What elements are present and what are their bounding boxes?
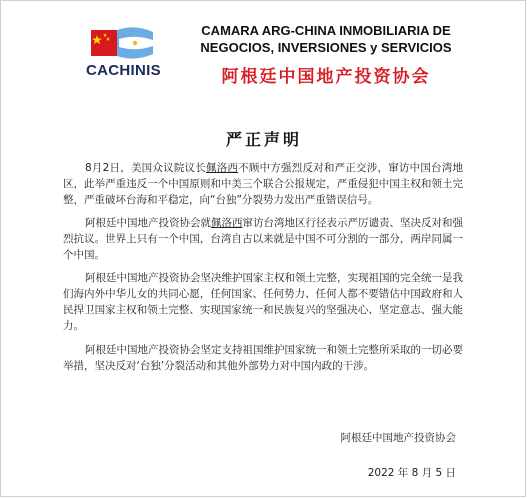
paragraph-3 [63,270,463,334]
paragraph-2-after: 窜访台湾地区行径表示严厉谴责、坚决反对和强烈抗议。世界上只有一个中国，台湾自古以来就是中国不可分割的一部分，两岸同属一个中国。 [63,217,463,261]
logo-flags-icon [91,26,153,60]
paragraph-1-before: 8月2日，美国众议院议长 [85,162,206,174]
logo-text: CACHINIS [86,62,161,79]
org-name-spanish-line2: NEGOCIOS, INVERSIONES y SERVICIOS [200,40,452,55]
paragraph-4 [63,342,463,374]
paragraph-2 [63,215,463,263]
paragraph-3-text: 阿根廷中国地产投资协会坚决维护国家主权和领土完整，实现祖国的完全统一是我们海内外中华儿女的共同心愿，任何国家、任何势力、任何人都不要错估中国政府和人民捍卫国家主权和领土完整、实现国家统一和民族复兴的坚强决心、坚定意志、强大能力。 [63,272,463,332]
signature: 阿根廷中国地产投资协会 [340,432,456,444]
paragraph-1-name: 佩洛西 [205,162,239,174]
org-name-chinese: 阿根廷中国地产投资协会 [221,67,431,87]
org-name-spanish [196,22,456,56]
paragraph-2-before: 阿根廷中国地产投资协会就 [85,217,211,229]
document-date: 2022 年 8 月 5 日 [367,467,456,479]
org-name-spanish-line1: CAMARA ARG-CHINA INMOBILIARIA DE [201,23,451,38]
paragraph-1-after: 不顾中方强烈反对和严正交涉，窜访中国台湾地区，此举严重违反一个中国原则和中美三个联合公报规定，严重侵犯中国主权和领土完整，严重破坏台海和平稳定，向“台独”分裂势力发出严重错误信号。 [63,162,463,206]
document-title: 严正声明 [225,130,302,149]
paragraph-4-text: 阿根廷中国地产投资协会坚定支持祖国维护国家统一和领土完整所采取的一切必要举措，坚决反对‘台独’分裂活动和其他外部势力对中国内政的干涉。 [63,344,463,372]
paragraph-1 [63,160,463,208]
paragraph-2-name: 佩洛西 [211,217,243,229]
